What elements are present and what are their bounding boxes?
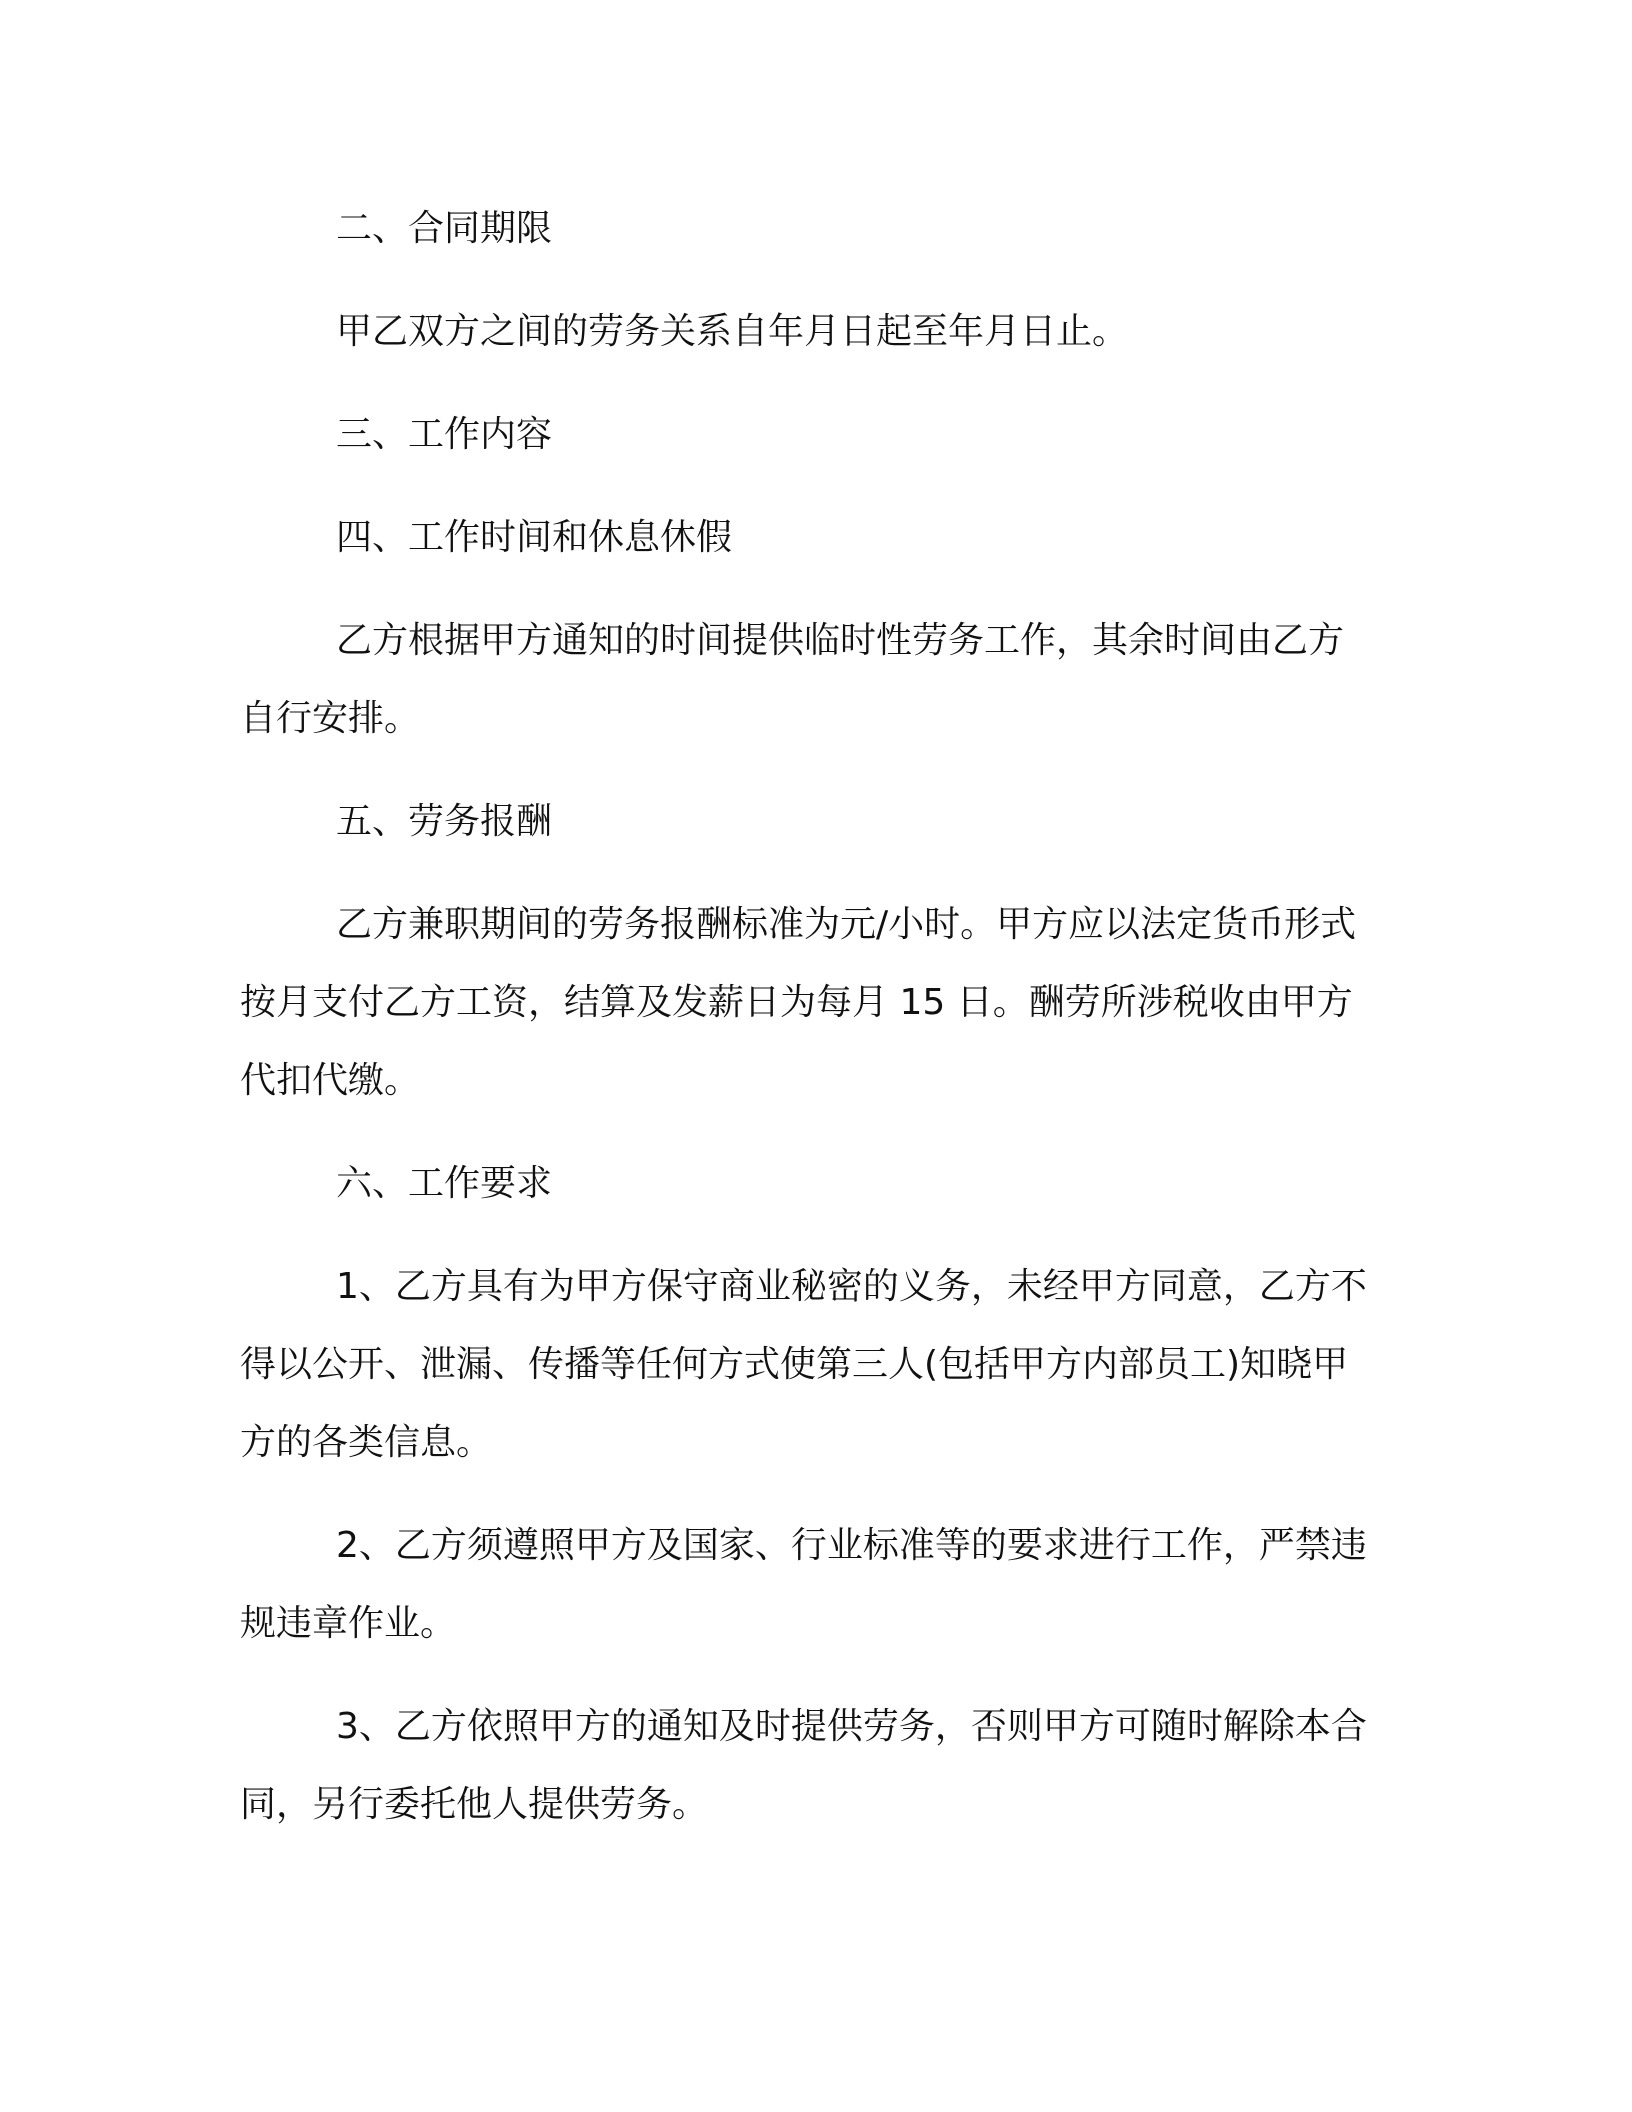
section-heading-remuneration: 五、劳务报酬 bbox=[336, 801, 553, 842]
section-heading-work-hours: 四、工作时间和休息休假 bbox=[336, 517, 733, 558]
paragraph-remuneration: 乙方兼职期间的劳务报酬标准为元/小时。甲方应以法定货币形式按月支付乙方工资，结算及发薪日为每月 15 日。酬劳所涉税收由甲方代扣代缴。 bbox=[240, 904, 1357, 1101]
paragraph-requirement-1: 1、乙方具有为甲方保守商业秘密的义务，未经甲方同意，乙方不得以公开、泄漏、传播等任何方式使第三人(包括甲方内部员工)知晓甲方的各类信息。 bbox=[240, 1266, 1367, 1463]
section-heading-contract-term: 二、合同期限 bbox=[336, 208, 553, 249]
paragraph-requirement-2: 2、乙方须遵照甲方及国家、行业标准等的要求进行工作，严禁违规违章作业。 bbox=[240, 1525, 1367, 1644]
section-heading-work-requirements: 六、工作要求 bbox=[336, 1163, 553, 1204]
paragraph-contract-term: 甲乙双方之间的劳务关系自年月日起至年月日止。 bbox=[336, 311, 1129, 352]
document-body bbox=[240, 190, 1376, 1869]
section-heading-work-content: 三、工作内容 bbox=[336, 414, 553, 455]
paragraph-requirement-3: 3、乙方依照甲方的通知及时提供劳务，否则甲方可随时解除本合同，另行委托他人提供劳务。 bbox=[240, 1706, 1367, 1825]
paragraph-work-hours: 乙方根据甲方通知的时间提供临时性劳务工作，其余时间由乙方自行安排。 bbox=[240, 620, 1345, 739]
